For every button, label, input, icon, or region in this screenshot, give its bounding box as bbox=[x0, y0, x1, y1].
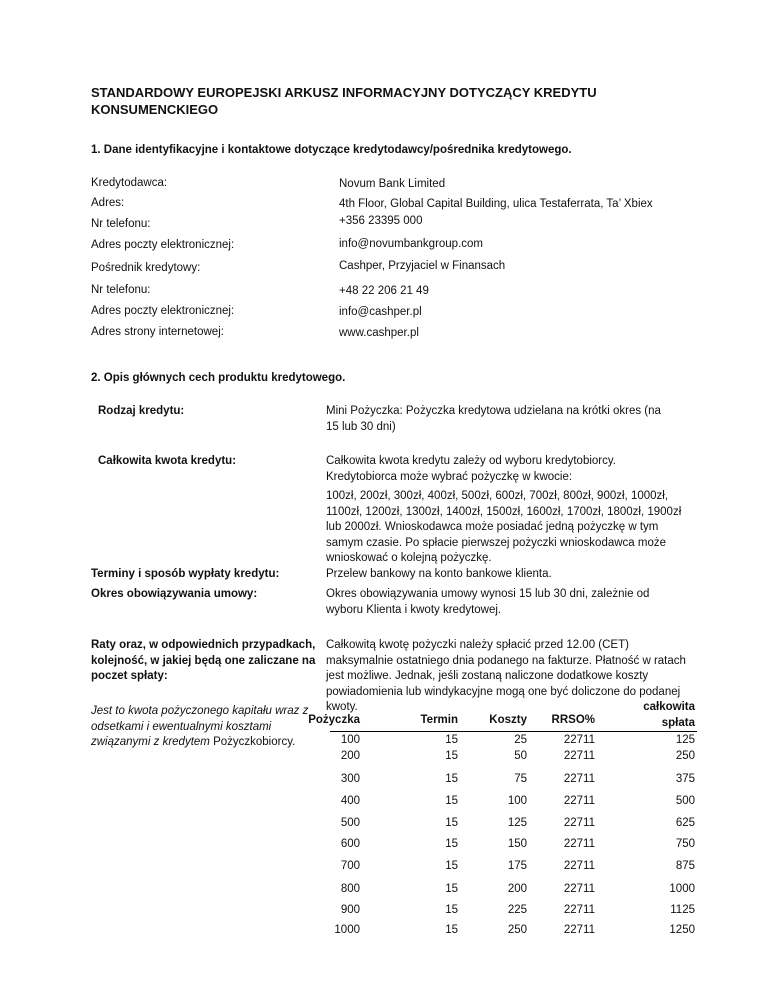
cell-costs: 125 bbox=[507, 817, 527, 829]
cell-rrso: 22711 bbox=[563, 883, 595, 895]
header-costs: Koszty bbox=[489, 714, 527, 726]
cell-rrso: 22711 bbox=[563, 734, 595, 746]
creditor-label: Kredytodawca: bbox=[91, 177, 168, 189]
cell-total: 375 bbox=[675, 773, 695, 785]
cell-term: 15 bbox=[445, 817, 458, 829]
cell-term: 15 bbox=[445, 838, 458, 850]
cell-term: 15 bbox=[445, 860, 458, 872]
cell-total: 875 bbox=[675, 860, 695, 872]
cell-term: 15 bbox=[445, 883, 458, 895]
loan-type-value: Mini Pożyczka: Pożyczka kredytowa udzielana na krótki okres (na 15 lub 30 dni) bbox=[326, 405, 661, 433]
cell-loan: 200 bbox=[340, 750, 360, 762]
cell-term: 15 bbox=[445, 904, 458, 916]
document-title: STANDARDOWY EUROPEJSKI ARKUSZ INFORMACYJNY DOTYCZĄCY KREDYTU KONSUMENCKIEGO bbox=[91, 85, 597, 117]
cell-costs: 225 bbox=[507, 904, 527, 916]
cell-rrso: 22711 bbox=[563, 795, 595, 807]
cell-loan: 700 bbox=[340, 860, 360, 872]
cell-loan: 600 bbox=[340, 838, 360, 850]
header-term: Termin bbox=[420, 714, 458, 726]
website-label: Adres strony internetowej: bbox=[91, 326, 224, 338]
cell-loan: 500 bbox=[340, 817, 360, 829]
cell-rrso: 22711 bbox=[563, 924, 595, 936]
cell-rrso: 22711 bbox=[563, 817, 595, 829]
cell-total: 1250 bbox=[669, 924, 695, 936]
total-amount-value: Całkowita kwota kredytu zależy od wyboru kredytobiorcy. Kredytobiorca może wybrać pożyczkę w kwocie: bbox=[326, 455, 616, 483]
section-1-heading: 1. Dane identyfikacyjne i kontaktowe dotyczące kredytodawcy/pośrednika kredytowego. bbox=[91, 144, 572, 156]
broker-phone-value: +48 22 206 21 49 bbox=[339, 285, 429, 297]
header-rrso: RRSO% bbox=[551, 714, 595, 726]
email-label: Adres poczty elektronicznej: bbox=[91, 239, 235, 251]
header-total-line2: spłata bbox=[661, 717, 695, 729]
cell-rrso: 22711 bbox=[563, 860, 595, 872]
phone-value: +356 23395 000 bbox=[339, 215, 423, 227]
broker-email-value: info@cashper.pl bbox=[339, 306, 422, 318]
cell-loan: 400 bbox=[340, 795, 360, 807]
repayment-note-plain: Pożyczkobiorcy. bbox=[213, 736, 296, 748]
table-header-rule bbox=[330, 731, 697, 732]
cell-term: 15 bbox=[445, 924, 458, 936]
website-value: www.cashper.pl bbox=[339, 327, 419, 339]
header-loan: Pożyczka bbox=[308, 714, 360, 726]
cell-rrso: 22711 bbox=[563, 904, 595, 916]
payout-value: Przelew bankowy na konto bankowe klienta. bbox=[326, 568, 552, 580]
cell-costs: 200 bbox=[507, 883, 527, 895]
email-value: info@novumbankgroup.com bbox=[339, 238, 484, 250]
broker-label: Pośrednik kredytowy: bbox=[91, 262, 201, 274]
cell-total: 625 bbox=[675, 817, 695, 829]
cell-total: 250 bbox=[675, 750, 695, 762]
broker-phone-label: Nr telefonu: bbox=[91, 284, 151, 296]
cell-total: 125 bbox=[675, 734, 695, 746]
cell-term: 15 bbox=[445, 750, 458, 762]
cell-costs: 250 bbox=[507, 924, 527, 936]
cell-costs: 25 bbox=[514, 734, 527, 746]
cell-total: 1000 bbox=[669, 883, 695, 895]
payout-label: Terminy i sposób wypłaty kredytu: bbox=[91, 568, 280, 580]
cell-total: 750 bbox=[675, 838, 695, 850]
cell-rrso: 22711 bbox=[563, 750, 595, 762]
cell-costs: 50 bbox=[514, 750, 527, 762]
address-value: 4th Floor, Global Capital Building, ulica Testaferrata, Ta’ Xbiex bbox=[339, 198, 653, 210]
contract-term-label: Okres obowiązywania umowy: bbox=[91, 588, 258, 600]
cell-loan: 900 bbox=[340, 904, 360, 916]
repayment-note-italic: Jest to kwota pożyczonego kapitału wraz z odsetkami i ewentualnymi kosztami związanymi z kredytem bbox=[91, 705, 309, 748]
contract-term-value: Okres obowiązywania umowy wynosi 15 lub 30 dni, zależnie od wyboru Klienta i kwoty kredytowej. bbox=[326, 588, 650, 616]
total-amount-label: Całkowita kwota kredytu: bbox=[98, 455, 237, 467]
loan-type-label: Rodzaj kredytu: bbox=[98, 405, 185, 417]
cell-costs: 150 bbox=[507, 838, 527, 850]
cell-rrso: 22711 bbox=[563, 773, 595, 785]
cell-loan: 1000 bbox=[334, 924, 360, 936]
cell-rrso: 22711 bbox=[563, 838, 595, 850]
cell-loan: 800 bbox=[340, 883, 360, 895]
address-label: Adres: bbox=[91, 197, 125, 209]
cell-term: 15 bbox=[445, 795, 458, 807]
cell-term: 15 bbox=[445, 734, 458, 746]
broker-email-label: Adres poczty elektronicznej: bbox=[91, 305, 235, 317]
phone-label: Nr telefonu: bbox=[91, 218, 151, 230]
cell-loan: 300 bbox=[340, 773, 360, 785]
creditor-value: Novum Bank Limited bbox=[339, 178, 446, 190]
cell-loan: 100 bbox=[340, 734, 360, 746]
loan-amounts-text: 100zł, 200zł, 300zł, 400zł, 500zł, 600zł, 700zł, 800zł, 900zł, 1000zł, 1100zł, 1200zł, 1300zł, 1400zł, 1500zł, 1600zł, 1700zł, 1800zł, 1900zł lub 2000zł. Wnioskodawca może posiadać jedną pożyczkę w tym samym czasie. Po spłacie pierwszej pożyczki wnioskodawca może wnioskować o kolejną pożyczkę. bbox=[326, 490, 682, 564]
cell-term: 15 bbox=[445, 773, 458, 785]
repayment-note bbox=[91, 704, 331, 751]
section-2-heading: 2. Opis głównych cech produktu kredytowego. bbox=[91, 372, 346, 384]
cell-costs: 75 bbox=[514, 773, 527, 785]
cell-total: 1125 bbox=[670, 904, 695, 916]
installments-value: Całkowitą kwotę pożyczki należy spłacić przed 12.00 (CET) maksymalnie ostatniego dnia podanego na fakturze. Płatność w ratach jest możliwe. Jednak, jeśli zostaną naliczone dodatkowe koszty powiadomienia lub windykacyjne mogą one być doliczone do podanej kwoty. bbox=[326, 639, 686, 713]
broker-value: Cashper, Przyjaciel w Finansach bbox=[339, 260, 506, 272]
cell-total: 500 bbox=[675, 795, 695, 807]
header-total-line1: całkowita bbox=[643, 701, 695, 713]
installments-label: Raty oraz, w odpowiednich przypadkach, kolejność, w jakiej będą one zaliczane na poczet spłaty: bbox=[91, 639, 316, 682]
cell-costs: 175 bbox=[507, 860, 527, 872]
cell-costs: 100 bbox=[507, 795, 527, 807]
